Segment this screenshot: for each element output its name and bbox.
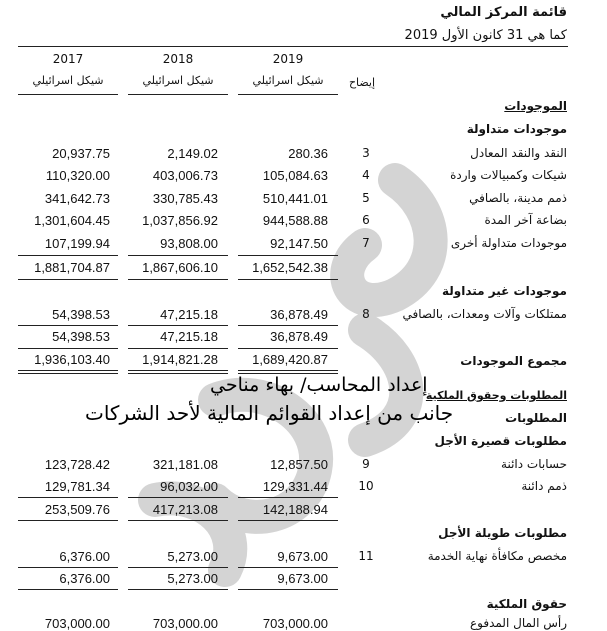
subtotal-rule	[18, 325, 118, 326]
row-label: مخصص مكافأة نهاية الخدمة	[427, 549, 567, 563]
value-2018: 1,867,606.10	[142, 260, 218, 275]
col-currency-2018: شيكل اسرائيلي	[142, 74, 214, 87]
subtotal-rule	[128, 520, 228, 521]
value-2017: 123,728.42	[44, 457, 110, 472]
subtotal-rule	[18, 279, 118, 280]
value-2017: 107,199.94	[44, 236, 110, 251]
value-2018: 47,215.18	[160, 329, 218, 344]
row-label: ممتلكات وآلات ومعدات، بالصافي	[402, 307, 567, 321]
subtotal-rule	[238, 348, 338, 349]
row-note: 10	[358, 479, 374, 493]
row-note: 3	[362, 146, 370, 160]
subtotal-rule	[128, 589, 228, 590]
section-liab-equity: المطلوبات وحقوق الملكية	[425, 389, 567, 402]
value-2017: 54,398.53	[52, 307, 110, 322]
subtotal-rule	[128, 497, 228, 498]
value-2017: 253,509.76	[44, 502, 110, 517]
section-current-assets: موجودات متداولة	[466, 122, 567, 136]
subtotal-rule	[128, 567, 228, 568]
row-note: 8	[362, 307, 370, 321]
value-2017: 1,301,604.45	[34, 213, 110, 228]
value-2018: 403,006.73	[152, 168, 218, 183]
value-2017: 110,320.00	[45, 168, 110, 183]
col-year-2017: 2017	[52, 52, 84, 66]
overlay-caption: جانب من إعداد القوائم المالية لأحد الشركات	[85, 401, 454, 425]
value-2018: 47,215.18	[160, 307, 218, 322]
col-rule-2018	[128, 94, 228, 95]
value-2019: 703,000.00	[262, 616, 328, 631]
row-label: رأس المال المدفوع	[469, 616, 567, 630]
value-2017: 6,376.00	[59, 571, 110, 586]
row-note: 6	[362, 213, 370, 227]
subtotal-rule	[238, 255, 338, 256]
section-current-liab: مطلوبات قصيرة الأجل	[434, 434, 567, 448]
value-2019: 12,857.50	[270, 457, 328, 472]
value-2017: 341,642.73	[44, 191, 110, 206]
section-equity: حقوق الملكية	[486, 597, 567, 611]
row-label: ذمم مدينة، بالصافي	[469, 191, 567, 205]
col-note: إيضاح	[348, 76, 376, 89]
subtotal-rule	[18, 348, 118, 349]
value-2017: 1,936,103.40	[34, 352, 110, 367]
value-2017: 129,781.34	[44, 479, 110, 494]
value-2019: 280.36	[288, 146, 328, 161]
overlay-author: إعداد المحاسب/ بهاء مناحي	[210, 374, 428, 396]
col-year-2019: 2019	[272, 52, 304, 66]
subtotal-rule	[128, 255, 228, 256]
value-2017: 54,398.53	[52, 329, 110, 344]
value-2018: 330,785.43	[152, 191, 218, 206]
row-note: 7	[362, 236, 370, 250]
row-label: ذمم دائنة	[521, 479, 567, 493]
subtotal-rule	[18, 589, 118, 590]
row-note: 9	[362, 457, 370, 471]
row-label: موجودات متداولة أخرى	[450, 236, 567, 250]
value-2018: 5,273.00	[167, 549, 218, 564]
subtotal-rule	[238, 589, 338, 590]
col-year-2018: 2018	[162, 52, 194, 66]
subtotal-rule	[238, 279, 338, 280]
value-2019: 129,331.44	[262, 479, 328, 494]
section-longterm-liab: مطلوبات طويلة الأجل	[438, 526, 567, 540]
row-note: 5	[362, 191, 370, 205]
row-note: 4	[362, 168, 370, 182]
value-2018: 96,032.00	[160, 479, 218, 494]
section-noncurrent-assets: موجودات غير متداولة	[442, 284, 567, 298]
subtotal-rule	[128, 348, 228, 349]
subtotal-rule	[238, 520, 338, 521]
subtotal-rule	[238, 325, 338, 326]
total-assets-label: مجموع الموجودات	[460, 354, 567, 368]
row-label: حسابات دائنة	[501, 457, 567, 471]
value-2018: 417,213.08	[152, 502, 218, 517]
subtotal-rule	[238, 497, 338, 498]
value-2018: 5,273.00	[167, 571, 218, 586]
section-assets: الموجودات	[504, 99, 567, 113]
row-label: بضاعة آخر المدة	[484, 213, 567, 227]
value-2019: 36,878.49	[270, 307, 328, 322]
value-2017: 703,000.00	[44, 616, 110, 631]
value-2018: 93,808.00	[160, 236, 218, 251]
col-currency-2019: شيكل اسرائيلي	[252, 74, 324, 87]
value-2017: 6,376.00	[59, 549, 110, 564]
col-rule-2019	[238, 94, 338, 95]
col-currency-2017: شيكل اسرائيلي	[32, 74, 104, 87]
value-2018: 703,000.00	[152, 616, 218, 631]
statement-date: كما هي 31 كانون الأول 2019	[404, 28, 567, 43]
value-2019: 9,673.00	[277, 571, 328, 586]
header-rule	[18, 46, 568, 47]
row-label: شيكات وكمبيالات واردة	[450, 168, 567, 182]
value-2018: 2,149.02	[167, 146, 218, 161]
col-rule-2017	[18, 94, 118, 95]
value-2019: 1,652,542.38	[252, 260, 328, 275]
value-2018: 321,181.08	[152, 457, 218, 472]
subtotal-rule	[18, 520, 118, 521]
value-2019: 36,878.49	[270, 329, 328, 344]
subtotal-rule	[128, 325, 228, 326]
value-2017: 1,881,704.87	[34, 260, 110, 275]
value-2019: 510,441.01	[262, 191, 328, 206]
section-liabilities: المطلوبات	[505, 411, 567, 425]
subtotal-rule	[18, 255, 118, 256]
row-label: النقد والنقد المعادل	[470, 146, 567, 160]
subtotal-rule	[18, 567, 118, 568]
subtotal-rule	[128, 279, 228, 280]
row-note: 11	[358, 549, 374, 563]
value-2019: 105,084.63	[262, 168, 328, 183]
statement-title: قائمة المركز المالي	[440, 5, 567, 20]
value-2017: 20,937.75	[52, 146, 110, 161]
value-2019: 92,147.50	[270, 236, 328, 251]
value-2018: 1,914,821.28	[142, 352, 218, 367]
value-2019: 1,689,420.87	[252, 352, 328, 367]
value-2018: 1,037,856.92	[142, 213, 218, 228]
value-2019: 944,588.88	[262, 213, 328, 228]
value-2019: 142,188.94	[262, 502, 328, 517]
subtotal-rule	[238, 567, 338, 568]
value-2019: 9,673.00	[277, 549, 328, 564]
subtotal-rule	[18, 497, 118, 498]
total-double-rule	[18, 370, 118, 374]
